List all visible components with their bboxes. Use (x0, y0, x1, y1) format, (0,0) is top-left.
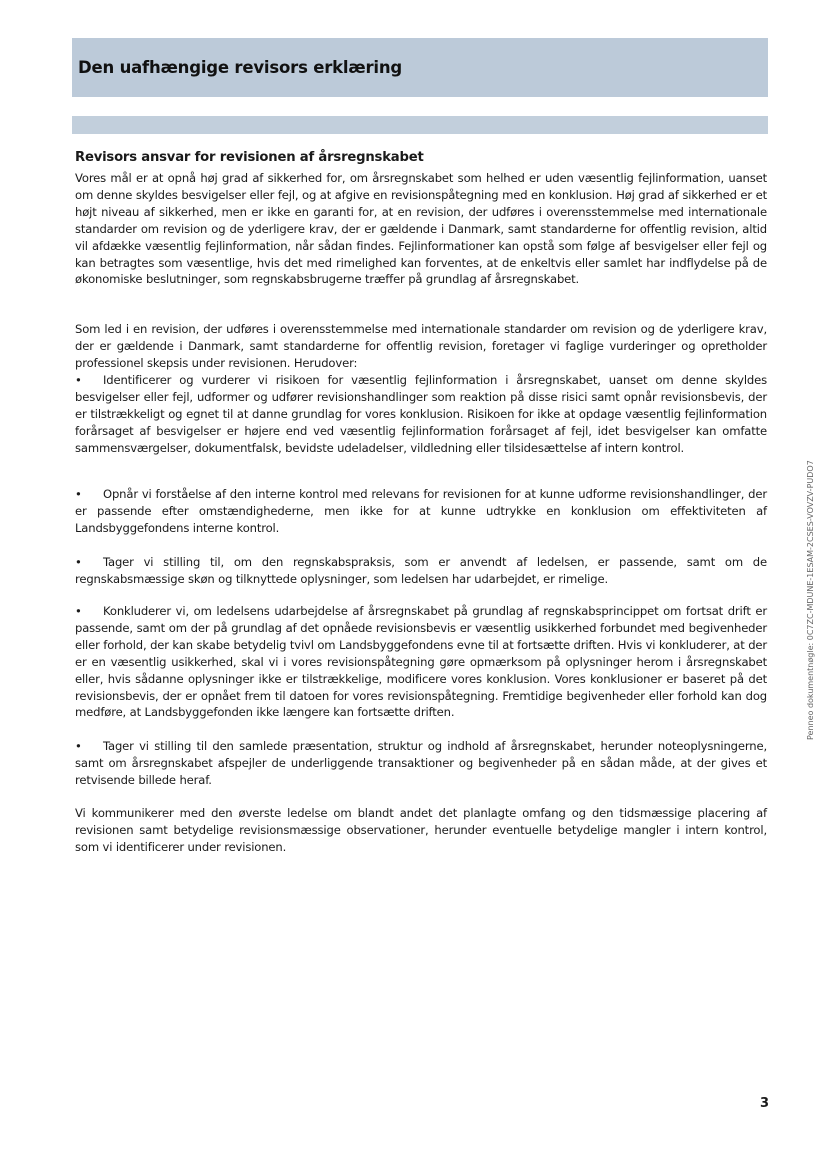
bullet-icon: • (75, 555, 82, 569)
bullet-text: Tager vi stilling til den samlede præsentation, struktur og indhold af årsregnskabet, herunder noteoplysningerne, samt om årsregnskabet afspejler de underliggende transaktioner og begivenheder på en sådan måde, at der gives et retvisende billede heraf. (75, 739, 767, 787)
bullet-icon: • (75, 373, 82, 387)
bullet-icon: • (75, 604, 82, 618)
bullet-text: Opnår vi forståelse af den interne kontrol med relevans for revisionen for at kunne udforme revisionshandlinger, der er passende efter omstændighederne, men ikke for at kunne udtrykke en konklusion om effektiviteten af Landsbyggefondens interne kontrol. (75, 487, 767, 535)
bullet-text: Identificerer og vurderer vi risikoen for væsentlig fejlinformation i årsregnskabet, uanset om denne skyldes besvigelser eller fejl, udformer og udfører revisionshandlinger som reaktion på disse risici samt opnår revisionsbevis, der er tilstrækkeligt og egnet til at danne grundlag for vores konklusion. Risikoen for ikke at opdage væsentlig fejlinformation forårsaget af besvigelser er højere end ved væsentlig fejlinformation forårsaget af fejl, idet besvigelser kan omfatte sammensværgelser, dokumentfalsk, bevidste udeladelser, vildledning eller tilsidesættelse af intern kontrol. (75, 373, 767, 455)
paragraph: Vores mål er at opnå høj grad af sikkerhed for, om årsregnskabet som helhed er uden væsentlig fejlinformation, uanset om denne skyldes besvigelser eller fejl, og at afgive en revisionspåtegning med en konklusion. Høj grad af sikkerhed er et højt niveau af sikkerhed, men er ikke en garanti for, at en revision, der udføres i overensstemmelse med internationale standarder om revision og de yderligere krav, der er gældende i Danmark, samt standarderne for offentlig revision, altid vil afdække væsentlig fejlinformation, når sådan findes. Fejlinformationer kan opstå som følge af besvigelser eller fejl og kan betragtes som væsentlige, hvis det med rimelighed kan forventes, at de enkeltvis eller samlet har indflydelse på de økonomiske beslutninger, som regnskabsbrugerne træffer på grundlag af årsregnskabet. (75, 171, 767, 287)
bullet-icon: • (75, 487, 82, 501)
section-divider-bar (72, 116, 768, 134)
bullet-item (75, 603, 767, 721)
bullet-item (75, 372, 767, 457)
bullet-item (75, 738, 767, 789)
bullet-icon: • (75, 739, 82, 753)
bullet-text: Konkluderer vi, om ledelsens udarbejdelse af årsregnskabet på grundlag af regnskabsprincippet om fortsat drift er passende, samt om der på grundlag af det opnåede revisionsbevis er væsentlig usikkerhed forbundet med begivenheder eller forhold, der kan skabe betydelig tvivl om Landsbyggefondens evne til at fortsætte driften. Hvis vi konkluderer, at der er en væsentlig usikkerhed, skal vi i vores revisionspåtegning gøre opmærksom på oplysninger herom i årsregnskabet eller, hvis sådanne oplysninger ikke er tilstrækkelige, modificere vores konklusion. Vores konklusioner er baseret på det revisionsbevis, der er opnået frem til datoen for vores revisionspåtegning. Fremtidige begivenheder eller forhold kan dog medføre, at Landsbyggefonden ikke længere kan fortsætte driften. (75, 604, 767, 720)
section-heading: Revisors ansvar for revisionen af årsregnskabet (75, 150, 424, 165)
paragraph: Som led i en revision, der udføres i overensstemmelse med internationale standarder om revision og de yderligere krav, der er gældende i Danmark, samt standarderne for offentlig revision, foretager vi faglige vurderinger og opretholder professionel skepsis under revisionen. Herudover: (75, 322, 767, 370)
page-number: 3 (760, 1096, 770, 1111)
bullet-item (75, 554, 767, 588)
bullet-text: Tager vi stilling til, om den regnskabspraksis, som er anvendt af ledelsen, er passende, samt om de regnskabsmæssige skøn og tilknyttede oplysninger, som ledelsen har udarbejdet, er rimelige. (75, 555, 767, 586)
title-banner (72, 38, 768, 97)
document-key-side-text: Penneo dokumentnøgle: 0C7ZC-MDUNE-1ESAM-2CSES-VOVZV-PUDO7 (806, 460, 815, 740)
bullet-item (75, 486, 767, 537)
page-title: Den uafhængige revisors erklæring (78, 58, 403, 77)
closing-paragraph: Vi kommunikerer med den øverste ledelse om blandt andet det planlagte omfang og den tidsmæssige placering af revisionen samt betydelige revisionsmæssige observationer, herunder eventuelle betydelige mangler i intern kontrol, som vi identificerer under revisionen. (75, 806, 767, 854)
